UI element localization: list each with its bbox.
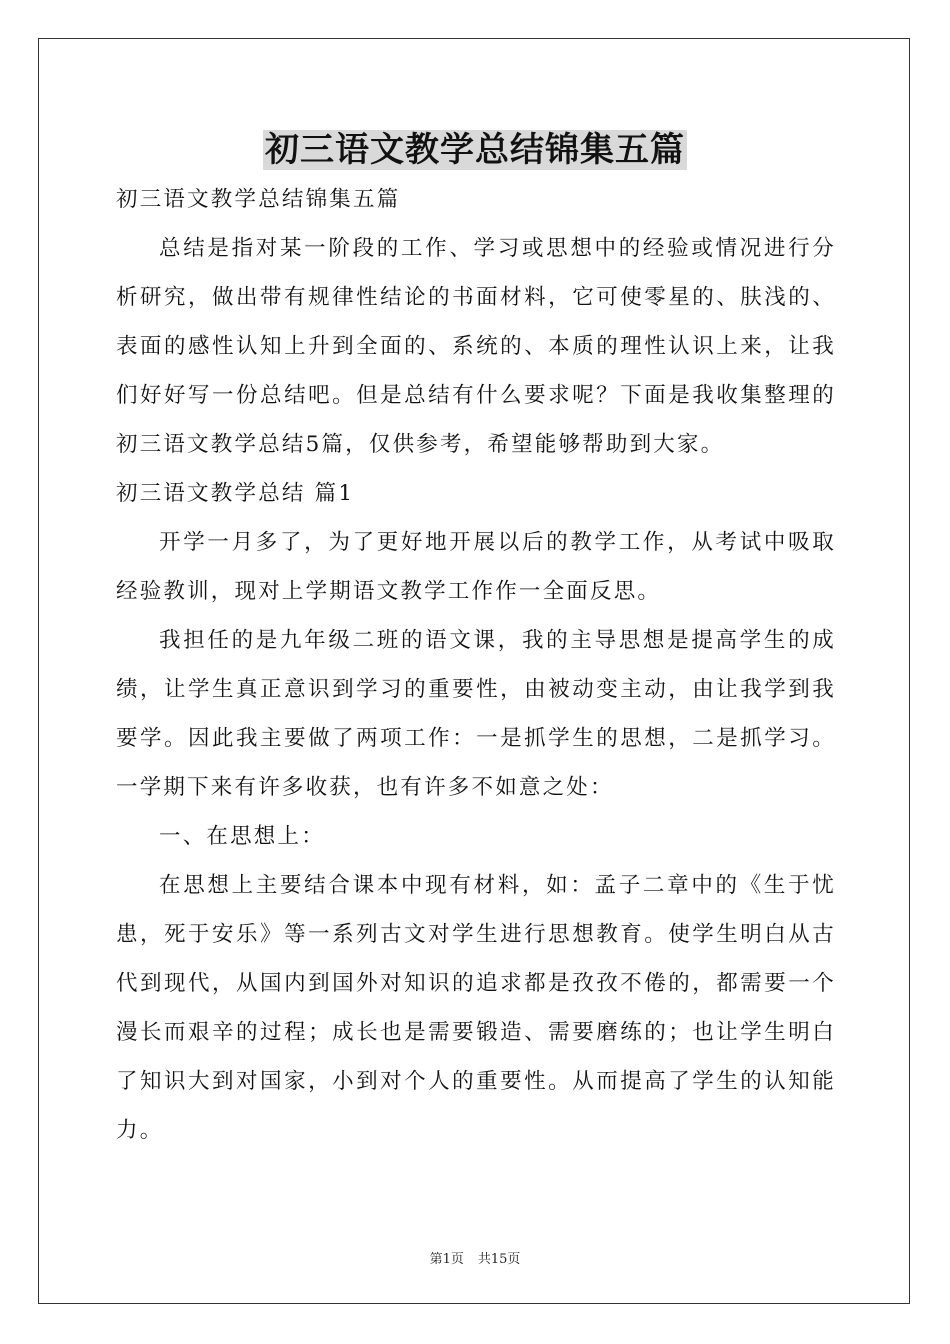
page-total: 共15页	[477, 1252, 521, 1267]
page-number: 第1页	[429, 1252, 464, 1267]
page-footer	[0, 1248, 950, 1267]
paragraph-duties: 我担任的是九年级二班的语文课，我的主导思想是提高学生的成绩，让学生真正意识到学习的重要性，由被动变主动，由让我学到我要学。因此我主要做了两项工作：一是抓学生的思想，二是抓学习。一学期下来有许多收获，也有许多不如意之处：	[116, 628, 836, 800]
paragraph-subtitle: 初三语文教学总结锦集五篇	[116, 187, 401, 212]
document-body	[116, 175, 836, 1155]
section-heading-1: 初三语文教学总结 篇1	[116, 481, 355, 506]
paragraph-thought: 在思想上主要结合课本中现有材料，如：孟子二章中的《生于忧患，死于安乐》等一系列古文对学生进行思想教育。使学生明白从古代到现代，从国内到国外对知识的追求都是孜孜不倦的，都需要一个漫长而艰辛的过程；成长也是需要锻造、需要磨练的；也让学生明白了知识大到对国家，小到对个人的重要性。从而提高了学生的认知能力。	[116, 873, 836, 1143]
paragraph-opening: 开学一月多了，为了更好地开展以后的教学工作，从考试中吸取经验教训，现对上学期语文教学工作作一全面反思。	[116, 530, 836, 604]
document-title	[0, 128, 950, 172]
subheading-thought: 一、在思想上：	[159, 824, 325, 849]
document-title-text: 初三语文教学总结锦集五篇	[265, 130, 685, 170]
paragraph-intro: 总结是指对某一阶段的工作、学习或思想中的经验或情况进行分析研究，做出带有规律性结论的书面材料，它可使零星的、肤浅的、表面的感性认知上升到全面的、系统的、本质的理性认识上来，让我们好好写一份总结吧。但是总结有什么要求呢？下面是我收集整理的初三语文教学总结5篇，仅供参考，希望能够帮助到大家。	[116, 236, 836, 457]
